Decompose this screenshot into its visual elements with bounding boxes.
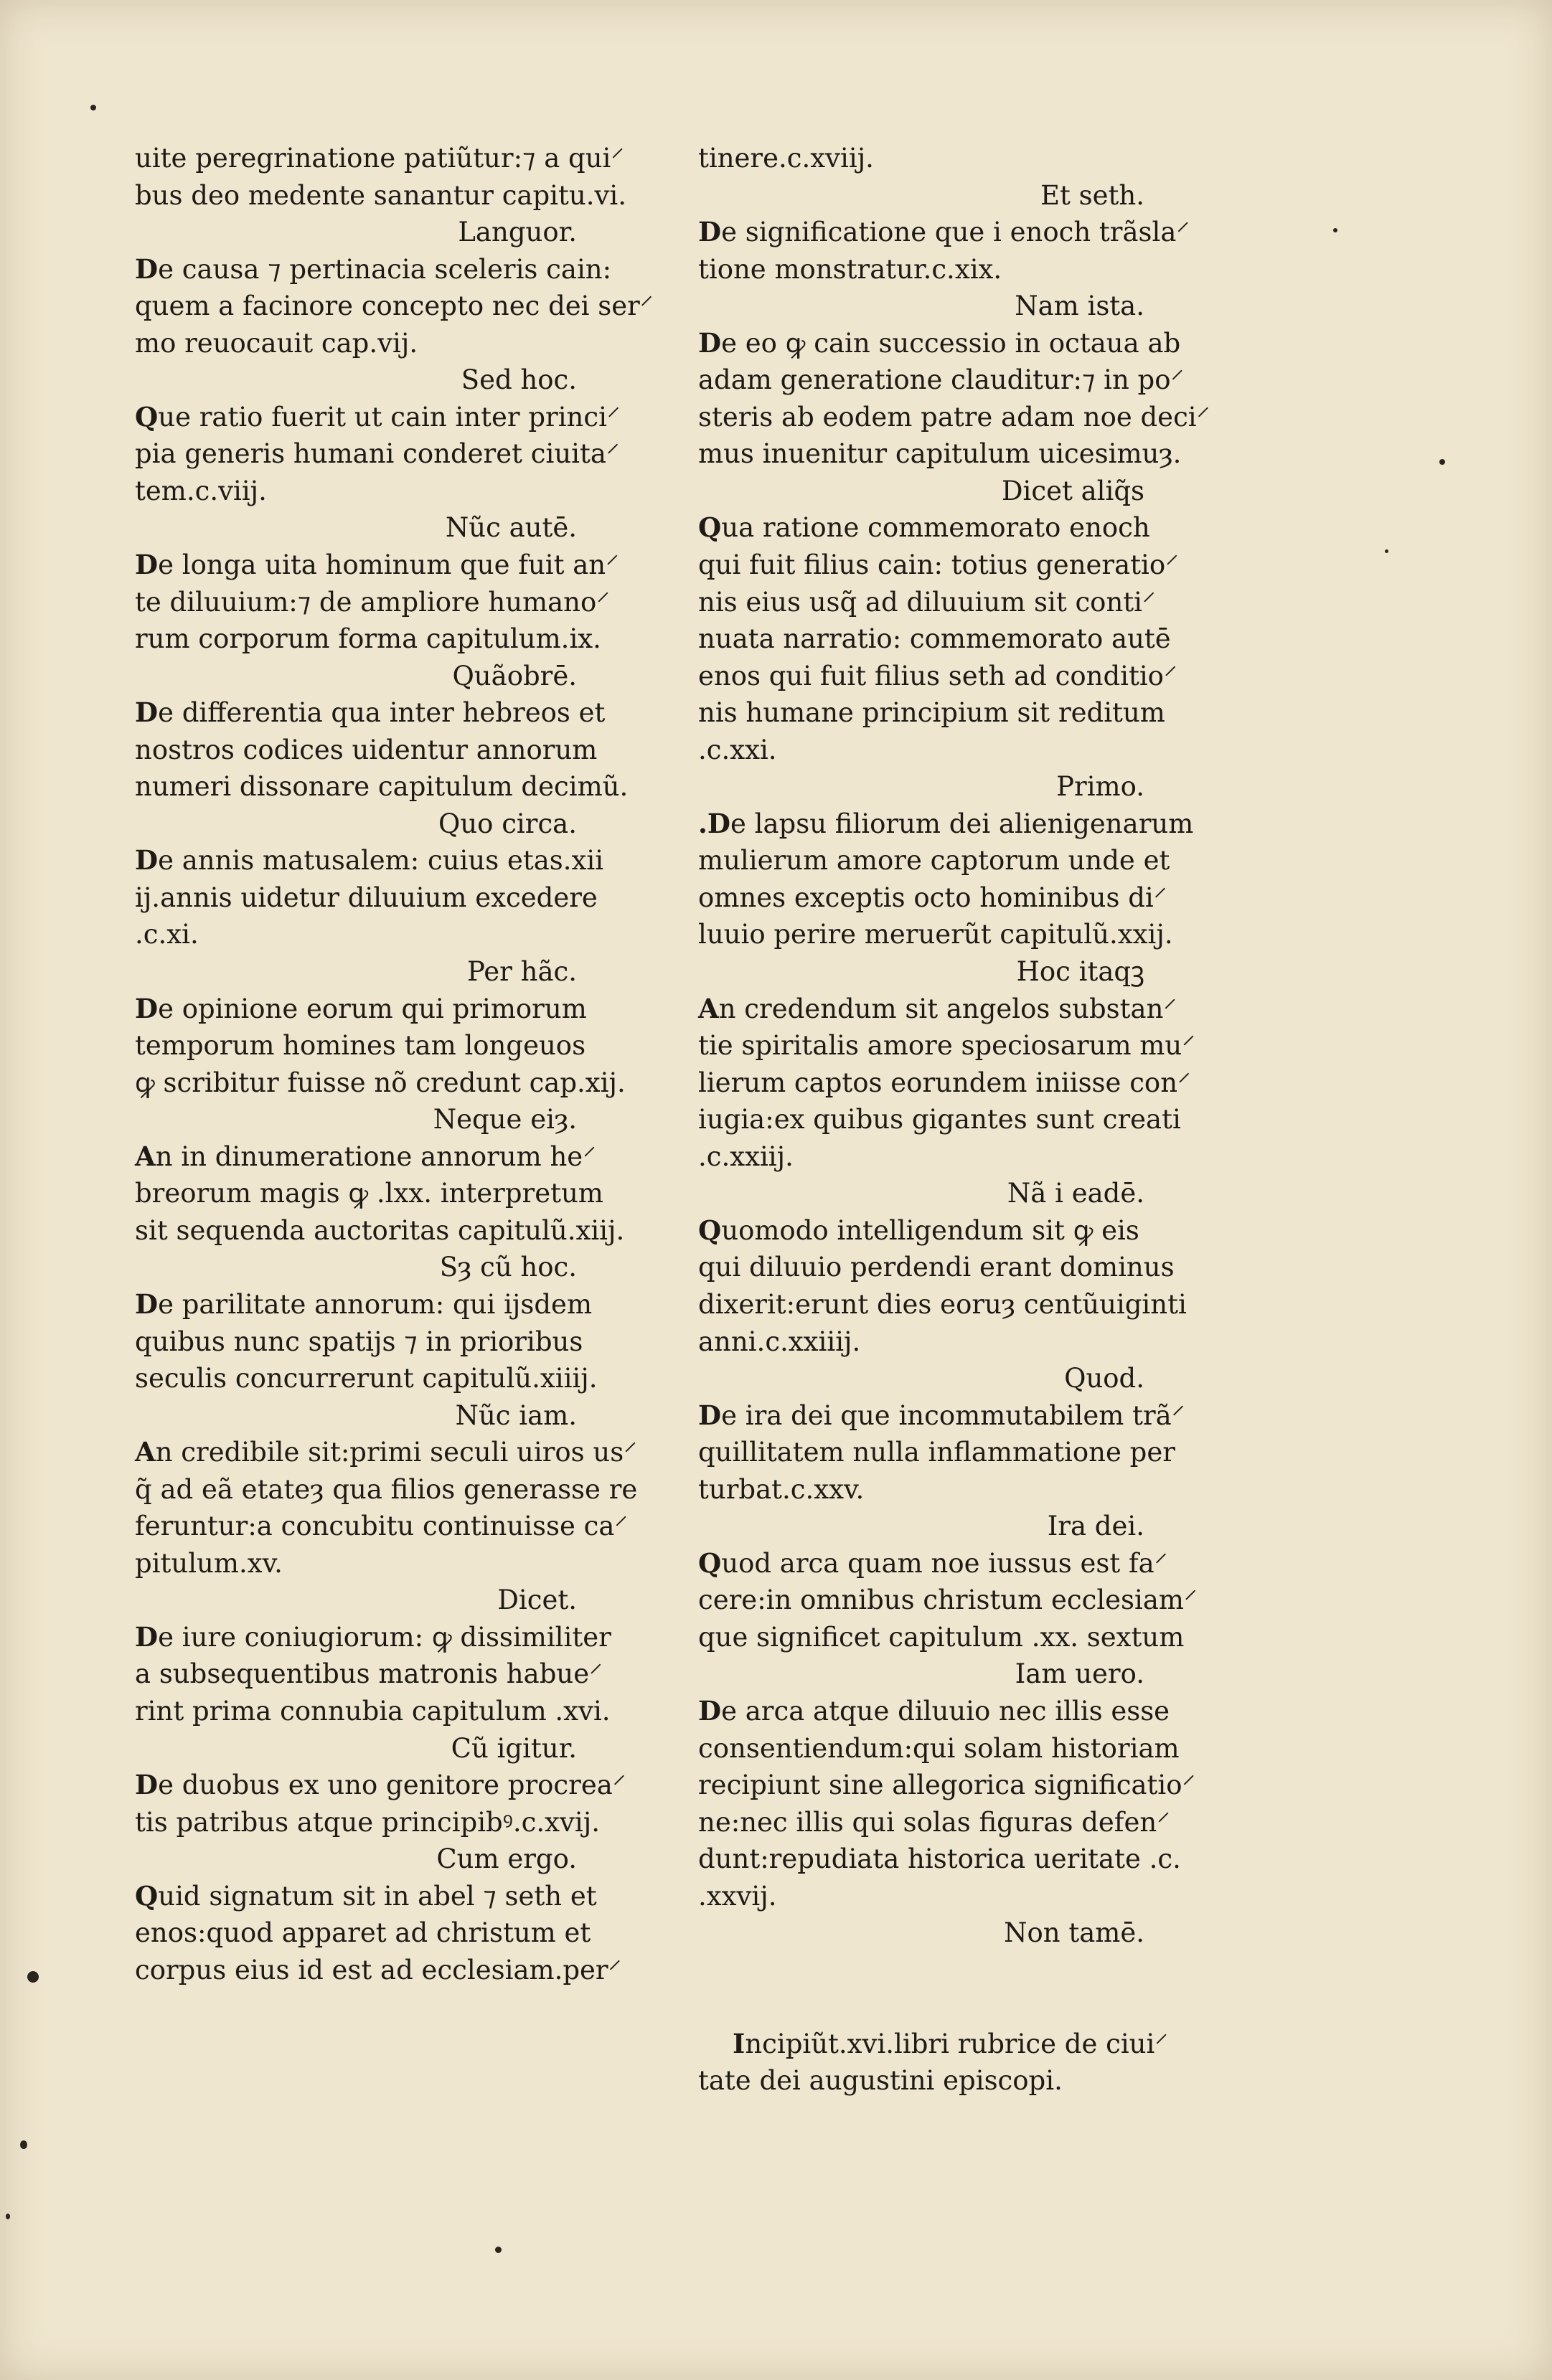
text-line: ne:nec illis qui solas figuras defen⸍ [698, 1806, 1170, 1838]
ink-speck [495, 2247, 502, 2253]
ink-speck [1333, 228, 1337, 232]
text-line: Primo. [1056, 771, 1144, 803]
text-line: iugia:ex quibus gigantes sunt creati [698, 1104, 1181, 1135]
text-line: pitulum.xv. [135, 1547, 283, 1579]
text-line: Sȝ cũ hoc. [439, 1252, 577, 1283]
ink-speck [20, 2140, 27, 2149]
text-line: feruntur:a concubitu continuisse ca⸍ [135, 1511, 628, 1542]
text-line: Non tamē. [1004, 1917, 1144, 1949]
text-line: nis humane principium sit reditum [698, 697, 1165, 729]
text-line [698, 1952, 1159, 2026]
text-line: quem a facinore concepto nec dei ser⸍ [135, 291, 654, 322]
text-line: mus inuenitur capitulum uicesimuȝ. [698, 438, 1182, 470]
text-line: cere:in omnibus christum ecclesiam⸍ [698, 1585, 1198, 1616]
text-line: bus deo medente sanantur capitu.vi. [135, 179, 626, 211]
text-line: Quid signatum sit in abel ⁊ seth et [135, 1879, 597, 1912]
text-line: .c.xi. [135, 919, 199, 950]
text-line: De arca atque diluuio nec illis esse [698, 1694, 1170, 1727]
text-line: De longa uita hominum que fuit an⸍ [135, 549, 619, 581]
text-line: Sed hoc. [461, 364, 577, 396]
text-line: enos qui fuit filius seth ad conditio⸍ [698, 660, 1177, 691]
text-line: De parilitate annorum: qui ijsdem [135, 1288, 593, 1320]
text-line: q̃ ad eã etateȝ qua filios generasse re [135, 1473, 638, 1505]
text-line: Et seth. [1040, 179, 1144, 211]
text-line: De eo ꝙ cain successio in octaua ab [698, 326, 1181, 359]
ink-speck [1439, 459, 1445, 465]
text-line: breorum magis ꝙ .lxx. interpretum [135, 1178, 603, 1209]
text-line: Nã i eadē. [1007, 1178, 1144, 1209]
text-line: Nũc iam. [455, 1399, 577, 1431]
text-line: steris ab eodem patre adam noe deci⸍ [698, 401, 1210, 433]
text-line: Per hãc. [467, 956, 577, 988]
text-line: nis eius usq̃ ad diluuium sit conti⸍ [698, 586, 1156, 618]
text-line: ꝙ scribitur fuisse nõ credunt cap.xij. [135, 1067, 626, 1098]
ink-speck [6, 2214, 10, 2219]
text-line: qui fuit filius cain: totius generatio⸍ [698, 549, 1179, 581]
text-line: te diluuium:⁊ de ampliore humano⸍ [135, 586, 610, 618]
text-line: Nũc autē. [445, 512, 577, 544]
text-line: sit sequenda auctoritas capitulũ.xiij. [135, 1214, 625, 1246]
text-line: quillitatem nulla inflammatione per [698, 1437, 1175, 1468]
text-line: turbat.c.xxv. [698, 1473, 865, 1505]
text-line: consentiendum:qui solam historiam [698, 1732, 1180, 1764]
ink-speck [90, 105, 96, 110]
text-line: .xxvij. [698, 1880, 777, 1912]
text-line: Dicet aliq̃s [1001, 475, 1144, 506]
text-line: dixerit:erunt dies eoruȝ centũuiginti [698, 1288, 1187, 1320]
text-line: rint prima connubia capitulum .xvi. [135, 1695, 611, 1727]
text-line: De iure coniugiorum: ꝙ dissimiliter [135, 1620, 611, 1653]
text-line: De significatione que i enoch trãsla⸍ [698, 216, 1190, 248]
text-line: Ira dei. [1047, 1511, 1144, 1542]
text-line: rum corporum forma capitulum.ix. [135, 623, 601, 655]
text-line: .De lapsu filiorum dei alienigenarum [698, 807, 1194, 839]
text-line: omnes exceptis octo hominibus di⸍ [698, 882, 1167, 913]
text-line: enos:quod apparet ad christum et [135, 1917, 591, 1949]
text-line: De opinione eorum qui primorum [135, 992, 587, 1024]
text-line: Nam ista. [1015, 291, 1144, 322]
text-line: Dicet. [497, 1585, 577, 1616]
text-line: quibus nunc spatijs ⁊ in prioribus [135, 1326, 583, 1357]
ink-speck [27, 1971, 39, 1983]
text-line: dunt:repudiata historica ueritate .c. [698, 1843, 1181, 1875]
text-line: Cũ igitur. [451, 1732, 577, 1764]
text-line: Neque eiȝ. [433, 1104, 577, 1135]
text-line: .c.xxi. [698, 734, 777, 765]
text-line: qui diluuio perdendi erant dominus [698, 1252, 1175, 1283]
text-line: .c.xxiij. [698, 1141, 794, 1172]
text-line: Languor. [458, 217, 577, 248]
text-line: Hoc itaqꝫ [1016, 956, 1144, 988]
text-line: tis patribus atque principibꝰ.c.xvij. [135, 1806, 600, 1838]
text-line: De differentia qua inter hebreos et [135, 696, 606, 729]
text-line: tie spiritalis amore speciosarum mu⸍ [698, 1030, 1195, 1062]
text-line: tem.c.viij. [135, 475, 267, 506]
text-line: An credibile sit:primi seculi uiros us⸍ [135, 1436, 637, 1468]
text-line: nuata narratio: commemorato autē [698, 623, 1171, 655]
text-line: An credendum sit angelos substan⸍ [698, 992, 1177, 1024]
text-line: temporum homines tam longeuos [135, 1030, 586, 1062]
text-line: tate dei augustini episcopi. [698, 2065, 1063, 2097]
text-line: ij.annis uidetur diluuium excedere [135, 882, 598, 913]
text-line: anni.c.xxiiij. [698, 1326, 861, 1357]
text-line: Quãobrē. [452, 660, 577, 691]
text-line: luuio perire meruerũt capitulũ.xxij. [698, 919, 1173, 950]
text-line: Quod. [1064, 1363, 1144, 1394]
text-line: Qua ratione commemorato enoch [698, 511, 1150, 544]
text-line: pia generis humani conderet ciuita⸍ [135, 438, 620, 470]
text-line: De annis matusalem: cuius etas.xii [135, 844, 604, 877]
right-column [698, 140, 1210, 2100]
text-line: De causa ⁊ pertinacia sceleris cain: [135, 252, 612, 285]
text-line: Incipiũt.xvi.libri rubrice de ciui⸍ [733, 2027, 1168, 2059]
text-line: An in dinumeratione annorum he⸍ [135, 1140, 596, 1172]
text-line: corpus eius id est ad ecclesiam.per⸍ [135, 1954, 622, 1985]
text-line: tinere.c.xviij. [698, 143, 874, 174]
text-line: lierum captos eorundem iniisse con⸍ [698, 1067, 1191, 1098]
left-column [135, 140, 654, 1988]
text-line: adam generatione clauditur:⁊ in po⸍ [698, 364, 1185, 396]
text-line: a subsequentibus matronis habue⸍ [135, 1658, 603, 1690]
text-line: tione monstratur.c.xix. [698, 253, 1002, 285]
text-line: seculis concurrerunt capitulũ.xiiij. [135, 1363, 598, 1394]
text-line: uite peregrinatione patiũtur:⁊ a qui⸍ [135, 143, 624, 174]
text-line: nostros codices uidentur annorum [135, 734, 598, 765]
text-line: mulierum amore captorum unde et [698, 845, 1170, 877]
text-line: Cum ergo. [436, 1843, 577, 1875]
text-line: que significet capitulum .xx. sextum [698, 1621, 1185, 1653]
text-line: Iam uero. [1015, 1658, 1144, 1690]
text-line: De duobus ex uno genitore procrea⸍ [135, 1769, 626, 1801]
ink-speck [1385, 549, 1388, 553]
text-line: Quod arca quam noe iussus est fa⸍ [698, 1546, 1168, 1579]
text-line: numeri dissonare capitulum decimũ. [135, 771, 629, 803]
text-line: Que ratio fuerit ut cain inter princi⸍ [135, 400, 621, 433]
text-line: Quo circa. [438, 808, 577, 839]
text-line: De ira dei que incommutabilem trã⸍ [698, 1399, 1185, 1431]
text-line: recipiunt sine allegorica significatio⸍ [698, 1770, 1196, 1801]
text-line: mo reuocauit cap.vij. [135, 327, 418, 359]
text-line: Quomodo intelligendum sit ꝙ eis [698, 1214, 1139, 1246]
